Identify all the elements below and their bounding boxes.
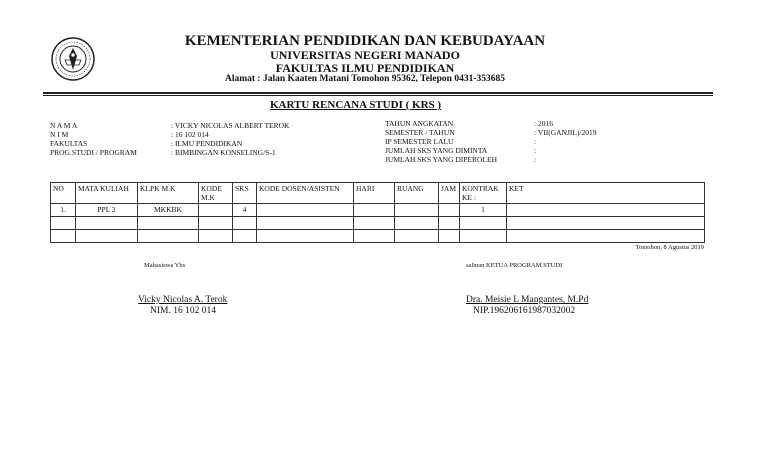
cell-ruang	[395, 217, 439, 230]
value-nim: : 16 102 014	[171, 130, 209, 139]
cell-kode-mk	[199, 217, 233, 230]
student-values	[171, 121, 289, 157]
cell-jam	[439, 230, 460, 243]
value-sks-diperoleh: :	[534, 155, 537, 164]
cell-sks: 4	[233, 204, 257, 217]
label-sks-diminta: JUMLAH SKS YANG DIMINTA	[385, 146, 488, 155]
course-table	[50, 182, 705, 243]
label-nim: N I M	[50, 130, 69, 139]
col-ruang: RUANG	[395, 183, 439, 204]
ministry-title: KEMENTERIAN PENDIDIKAN DAN KEBUDAYAAN	[184, 33, 546, 49]
kaprodi-nip: NIP.196206161987032002	[473, 306, 576, 316]
value-nama: : VICKY NICOLAS ALBERT TEROK	[171, 121, 290, 130]
label-semester: SEMESTER / TAHUN	[385, 128, 455, 137]
faculty-name: FAKULTAS ILMU PENDIDIKAN	[275, 61, 455, 75]
header-divider-thin	[43, 95, 713, 96]
label-angkatan: TAHUN ANGKATAN	[385, 119, 454, 128]
cell-no	[51, 217, 76, 230]
value-angkatan: : 2016	[534, 119, 553, 128]
value-ip: :	[534, 137, 537, 146]
cell-ruang	[395, 204, 439, 217]
col-hari: HARI	[354, 183, 395, 204]
academic-labels	[385, 119, 497, 164]
cell-kode-mk	[199, 230, 233, 243]
student-caption: Mahasiswa Ybs	[144, 262, 186, 269]
value-prodi: : BIMBINGAN KONSELING/S-1	[171, 148, 276, 157]
cell-ket	[507, 204, 705, 217]
cell-kode-dosen	[257, 217, 354, 230]
cell-klpk	[138, 230, 199, 243]
cell-sks	[233, 217, 257, 230]
cell-mata-kuliah	[76, 230, 138, 243]
cell-hari	[354, 217, 395, 230]
col-kontrak: KONTRAK KE :	[460, 183, 507, 204]
col-kode-dosen: KODE DOSEN/ASISTEN	[257, 183, 354, 204]
student-labels	[50, 121, 137, 157]
value-semester: : VII(GANJIL)/2019	[534, 128, 597, 137]
col-mata-kuliah: MATA KULIAH	[76, 183, 138, 204]
table-row	[51, 230, 705, 243]
cell-klpk	[138, 217, 199, 230]
kaprodi-signature-name: Dra. Meisie L Mangantes, M.Pd	[466, 295, 589, 305]
cell-no	[51, 230, 76, 243]
cell-hari	[354, 230, 395, 243]
cell-jam	[439, 204, 460, 217]
university-name: UNIVERSITAS NEGERI MANADO	[270, 48, 460, 62]
label-fakultas: FAKULTAS	[50, 139, 88, 148]
header-divider-thick	[43, 92, 713, 94]
table-row	[51, 204, 705, 217]
col-jam: JAM	[439, 183, 460, 204]
cell-kode-dosen	[257, 230, 354, 243]
cell-sks	[233, 230, 257, 243]
col-sks: SKS	[233, 183, 257, 204]
col-kode-mk: KODE M.K	[199, 183, 233, 204]
address: Alamat : Jalan Kaaten Matani Tomohon 95362, Telepon 0431-353685	[224, 74, 505, 84]
student-nim: NIM. 16 102 014	[150, 306, 216, 316]
table-row	[51, 217, 705, 230]
cell-kontrak	[460, 230, 507, 243]
label-prodi: PROG.STUDI / PROGRAM	[50, 148, 137, 157]
cell-kontrak: 1	[460, 204, 507, 217]
cell-jam	[439, 217, 460, 230]
cell-kode-mk	[199, 204, 233, 217]
cell-ket	[507, 217, 705, 230]
cell-ruang	[395, 230, 439, 243]
cell-klpk: MKKBK	[138, 204, 199, 217]
label-sks-diperoleh: JUMLAH SKS YANG DIPEROLEH	[385, 155, 498, 164]
value-sks-diminta: :	[534, 146, 537, 155]
cell-hari	[354, 204, 395, 217]
label-ip: IP SEMESTER LALU	[385, 137, 454, 146]
cell-no: 1.	[51, 204, 76, 217]
place-date: Tomohon, 8 Agustus 2019	[635, 244, 704, 251]
table-header-row	[51, 183, 705, 204]
col-klpk: KLPK M.K	[138, 183, 199, 204]
cell-kontrak	[460, 217, 507, 230]
value-fakultas: : ILMU PENDIDIKAN	[171, 139, 243, 148]
label-nama: N A M A	[50, 121, 78, 130]
cell-ket	[507, 230, 705, 243]
col-ket: KET	[507, 183, 705, 204]
cell-kode-dosen	[257, 204, 354, 217]
kaprodi-caption: salinan KETUA PROGRAM STUDI	[466, 262, 563, 269]
cell-mata-kuliah	[76, 217, 138, 230]
cell-mata-kuliah: PPL 2	[76, 204, 138, 217]
col-no: NO	[51, 183, 76, 204]
document-title: KARTU RENCANA STUDI ( KRS )	[270, 99, 442, 111]
student-signature-name: Vicky Nicolas A. Terok	[138, 295, 228, 305]
academic-values	[534, 119, 597, 164]
